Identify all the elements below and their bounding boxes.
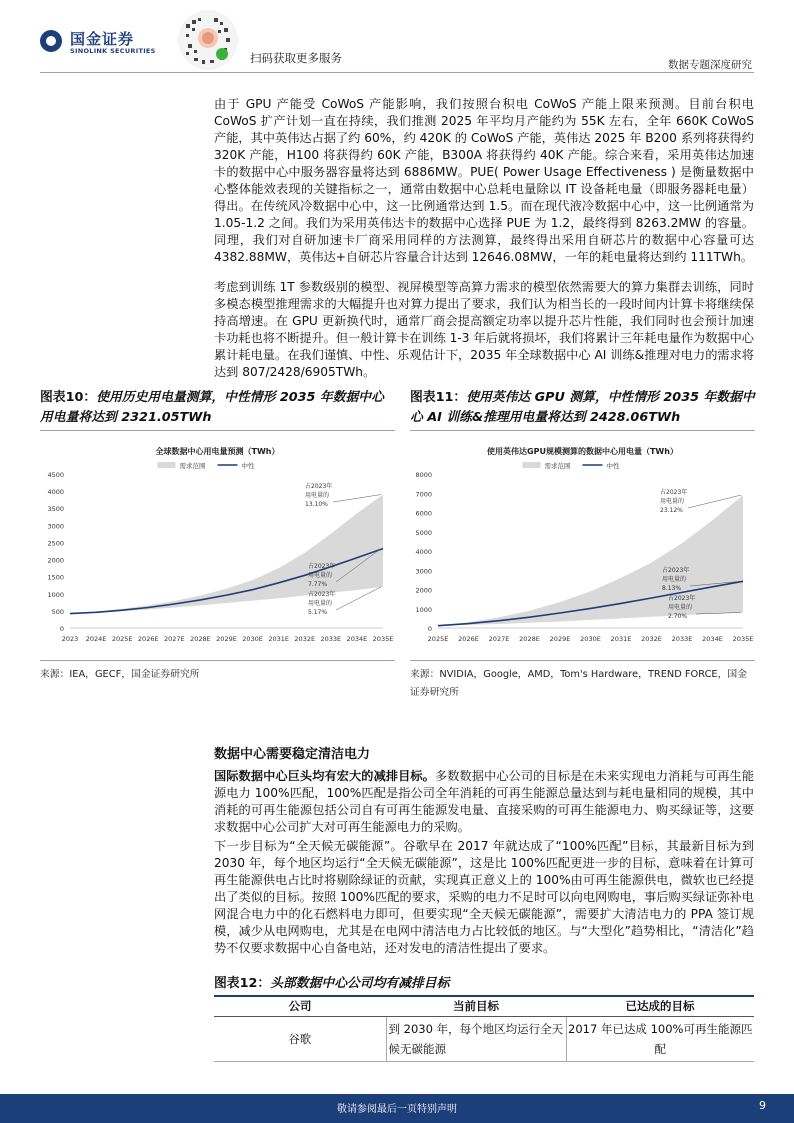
chart11-annotation-label: 2.70% xyxy=(668,613,688,620)
chart11-ytick-label: 2000 xyxy=(415,586,432,595)
chart11-legend-range-swatch xyxy=(523,462,541,468)
chart10-xtick-label: 2031E xyxy=(268,635,289,643)
chart11-xtick-label: 2031E xyxy=(610,635,632,643)
fig12-title-text: 头部数据中心公司均有减排目标 xyxy=(270,976,450,991)
section-paragraph-1-body: 多数数据中心公司的目标是在未来实现电力消耗与可再生能源电力 100%匹配，100%匹配是指公司全年消耗的可再生能源总量达到与耗电量相同的规模，其中消耗的可再生能源包括公司自有可再生能源发电量、直接采购的可再生能源电力、购买绿证等，这要求数据中心公司扩大对可再生能源电力的采购。 xyxy=(214,769,755,834)
fig10-label: 图表10： xyxy=(40,390,97,405)
footer-disclaimer: 敬请参阅最后一页特别声明 xyxy=(337,1104,457,1115)
chart10-xtick-label: 2030E xyxy=(242,635,263,643)
chart11-xtick-label: 2035E xyxy=(732,635,754,643)
chart11-annotation-label: 用电量的 xyxy=(662,576,687,583)
chart11-xtick-label: 2032E xyxy=(641,635,662,643)
table-cell-company: 谷歌 xyxy=(214,1016,386,1061)
chart10-ytick-label: 4000 xyxy=(47,488,64,497)
chart10-xtick-label: 2035E xyxy=(372,635,394,643)
fig11-source: 来源：NVIDIA，Google，AMD，Tom's Hardware，TREND FORCE，国金证券研究所 xyxy=(410,669,748,698)
chart11-ytick-label: 0 xyxy=(427,625,432,633)
chart10-ytick-label: 2000 xyxy=(47,556,64,565)
chart11-annotation-label: 占2023年 xyxy=(662,567,690,574)
chart10-annotation-label: 7.77% xyxy=(308,581,328,588)
chart10-annotation-label: 5.17% xyxy=(308,609,328,616)
chart11-legend-line-label: 中性 xyxy=(606,462,620,470)
table-header-achieved: 已达成的目标 xyxy=(566,996,754,1016)
chart11-annotation-label: 8.13% xyxy=(662,585,682,592)
chart10-xtick-label: 2026E xyxy=(137,635,159,643)
chart11-xtick-label: 2030E xyxy=(580,635,601,643)
document-type: 数据专题深度研究 xyxy=(668,59,752,71)
table-row xyxy=(214,1016,754,1061)
chart10-legend-range-label: 需求范围 xyxy=(179,462,206,470)
chart10-annotation-label: 占2023年 xyxy=(305,483,333,490)
fig11-title-divider xyxy=(410,430,755,431)
chart11-xtick-label: 2025E xyxy=(427,635,449,643)
chart10-xtick-label: 2027E xyxy=(164,635,185,643)
chart10-annotation-label: 占2023年 xyxy=(308,563,336,570)
fig10-chart xyxy=(40,440,395,650)
chart10-xtick-label: 2029E xyxy=(216,635,237,643)
chart11-ytick-label: 8000 xyxy=(415,471,432,479)
chart11-ytick-label: 4000 xyxy=(415,548,432,556)
chart11-xtick-label: 2033E xyxy=(671,635,693,643)
chart11-ytick-label: 3000 xyxy=(415,567,432,576)
fig12-label: 图表12： xyxy=(214,976,271,991)
chart11-xtick-label: 2034E xyxy=(702,635,723,643)
fig11-title xyxy=(410,388,755,428)
page-number: 9 xyxy=(759,1099,766,1112)
chart11-legend-range-label: 需求范围 xyxy=(544,462,571,470)
chart10-ytick-label: 3000 xyxy=(47,522,64,531)
section-title: 数据中心需要稳定清洁电力 xyxy=(214,747,371,762)
scan-text: 扫码获取更多服务 xyxy=(250,51,342,65)
chart11-ytick-label: 5000 xyxy=(415,528,432,537)
chart11-xtick-label: 2028E xyxy=(519,635,540,643)
company-logo-icon xyxy=(40,30,62,52)
fig12-table xyxy=(214,995,754,1062)
chart10-annotation-label: 占2023年 xyxy=(308,591,336,598)
chart11-annotation-label: 占2023年 xyxy=(668,595,696,602)
fig11-label: 图表11： xyxy=(410,390,467,405)
table-cell-achieved: 2017 年已达成 100%可再生能源匹配 xyxy=(566,1016,754,1061)
chart11-ytick-label: 7000 xyxy=(415,490,432,499)
chart11-xtick-label: 2027E xyxy=(488,635,510,643)
fig10-source-divider xyxy=(40,660,395,661)
chart11-ytick-label: 1000 xyxy=(415,605,432,614)
chart10-ytick-label: 1500 xyxy=(47,573,64,582)
chart11-xtick-label: 2026E xyxy=(458,635,479,643)
chart11-title: 使用英伟达GPU规模测算的数据中心用电量（TWh） xyxy=(487,447,678,456)
section-paragraph-1-lead: 国际数据中心巨头均有宏大的减排目标。 xyxy=(214,769,435,783)
chart10-annotation-label: 13.10% xyxy=(305,501,328,508)
fig11-chart xyxy=(410,440,755,650)
paragraph-2: 考虑到训练 1T 参数级别的模型、视屏模型等高算力需求的模型依然需要大的算力集群去训练，同时多模态模型推理需求的大幅提升也对算力提出了要求，我们认为相当长的一段时间内计算卡将继续保持高增速。在 GPU 更新换代时，通常厂商会提高额定功率以提升芯片性能，我们同时也会预计加速卡功耗也将不断提升。但一般计算卡在训练 1-3 年后就将损坏，我们将累计三年耗电量作为数据中心累计耗电量。在我们谨慎、中性、乐观估计下，2035 年全球数据中心 AI 训练&推理对电力的需求将达到 807/2428/6905TWh。 xyxy=(214,280,754,379)
chart10-ytick-label: 0 xyxy=(59,625,64,633)
fig11-source-divider xyxy=(410,660,755,661)
section-paragraph-2: 下一步目标为“全天候无碳能源”。谷歌早在 2017 年就达成了“100%匹配”目标，其最新目标为到 2030 年，每个地区均运行“全天候无碳能源”，这是比 100%匹配更进一步的目标，意味着在计算可再生能源供电占比时将剔除绿证的贡献，实现真正意义上的 100%由可再生能源供电，微软也已经提出了类似的目标。按照 100%匹配的要求，采购的电力不足时可以向电网购电，事后购买绿证弥补电网混合电力中的化石燃料电力即可，但要实现“全天候无碳能源”，需要扩大清洁电力的 PPA 签订规模，减少从电网购电，尤其是在电网中清洁电力占比较低的地区。与“大型化”趋势相比，“清洁化”趋势不仅要求数据中心自备电站，还对发电的清洁性提出了要求。 xyxy=(214,839,754,955)
chart10-legend-line-label: 中性 xyxy=(241,462,255,470)
chart10-xtick-label: 2033E xyxy=(320,635,342,643)
chart10-xtick-label: 2034E xyxy=(346,635,368,643)
chart10-xtick-label: 2028E xyxy=(190,635,211,643)
fig10-title-divider xyxy=(40,430,395,431)
header-divider xyxy=(40,72,754,73)
chart11-annotation-label: 占2023年 xyxy=(660,489,688,496)
chart11-annotation-label: 用电量的 xyxy=(668,604,693,611)
fig12-title xyxy=(214,974,754,994)
chart10-legend-range-swatch xyxy=(158,462,176,468)
fig11-title-text: 使用英伟达 GPU 测算，中性情形 2035 年数据中心 AI 训练&推理用电量将达到 2428.06TWh xyxy=(410,390,755,425)
chart10-annotation-label: 用电量的 xyxy=(308,600,333,607)
chart11-ytick-label: 6000 xyxy=(415,509,432,518)
chart10-ytick-label: 500 xyxy=(51,607,64,616)
chart10-annotation-label: 用电量的 xyxy=(308,572,333,579)
fig10-title-text: 使用历史用电量测算，中性情形 2035 年数据中心用电量将达到 2321.05TWh xyxy=(40,390,384,425)
table-cell-current: 到 2030 年，每个地区均运行全天候无碳能源 xyxy=(386,1016,566,1061)
chart11-annotation-label: 用电量的 xyxy=(660,498,685,505)
chart10-ytick-label: 1000 xyxy=(47,590,64,599)
chart10-title: 全球数据中心用电量预测（TWh） xyxy=(155,447,280,456)
section-paragraph-1 xyxy=(214,768,754,836)
company-name-en: SINOLINK SECURITIES xyxy=(70,47,156,55)
chart10-xtick-label: 2024E xyxy=(85,635,107,643)
qr-code-icon[interactable] xyxy=(178,10,238,70)
chart10-xtick-label: 2025E xyxy=(111,635,133,643)
table-header-current: 当前目标 xyxy=(386,996,566,1016)
table-header-row xyxy=(214,996,754,1016)
chart11-xtick-label: 2029E xyxy=(549,635,571,643)
table-header-company: 公司 xyxy=(214,996,386,1016)
fig10-source: 来源：IEA，GECF，国金证券研究所 xyxy=(40,669,200,680)
company-name: 国金证券 xyxy=(70,30,135,48)
paragraph-1: 由于 GPU 产能受 CoWoS 产能影响，我们按照台积电 CoWoS 产能上限来预测。目前台积电 CoWoS 扩产计划一直在持续，我们推测 2025 年平均月产能约为 55K 左右，全年 660K CoWoS 产能，其中英伟达占据了约 60%，约 420K 的 CoWoS 产能，英伟达 2025 年 B200 系列将获得约 320K 产能，H100 将获得约 60K 产能，B300A 将获得约 40K 产能。综合来看，采用英伟达加速卡的数据中心中服务器容量将达到 6886MW。PUE( Power Usage Effectiveness ) 是衡量数据中心整体能效表现的关键指标之一，通常由数据中心总耗电量除以 IT 设备耗电量（即服务器耗电量）得出。在传统风冷数据中心中，这一比例通常达到 1.5。而在现代液冷数据中心中，这一比例通常为 1.05-1.2 之间。我们为采用英伟达卡的数据中心选择 PUE 为 1.2，最终得到 8263.2MW 的容量。同理，我们对自研加速卡厂商采用同样的方法测算，最终得出采用自研芯片的数据中心容量可达 4382.88MW，英伟达+自研芯片容量合计达到 12646.08MW，一年的耗电量将达到约 111TWh。 xyxy=(214,97,754,264)
chart11-annotation-label: 23.12% xyxy=(660,507,683,514)
chart10-ytick-label: 2500 xyxy=(47,539,64,548)
chart10-ytick-label: 4500 xyxy=(47,471,64,479)
fig10-title xyxy=(40,388,395,428)
chart10-annotation-label: 用电量的 xyxy=(305,492,330,499)
chart10-xtick-label: 2023 xyxy=(61,635,79,643)
chart10-xtick-label: 2032E xyxy=(294,635,316,643)
chart10-ytick-label: 3500 xyxy=(47,505,64,514)
